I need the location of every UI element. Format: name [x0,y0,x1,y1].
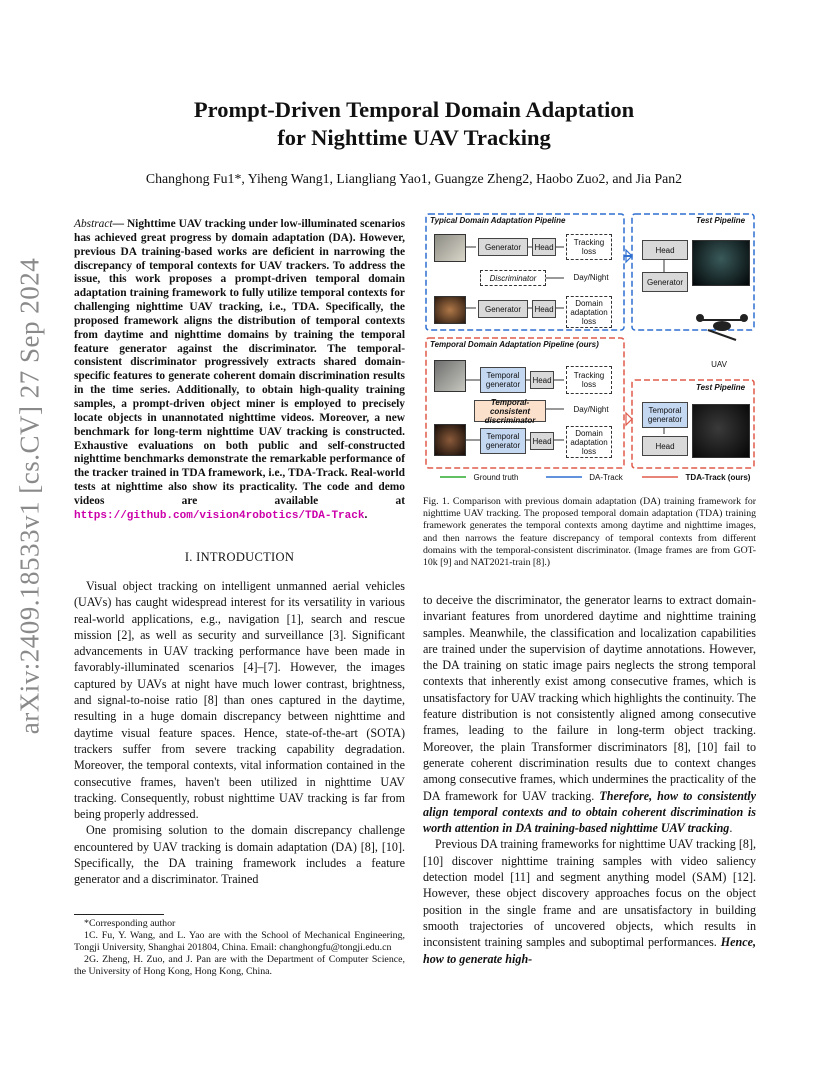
right-paragraph-2: Previous DA training frameworks for nighttime UAV tracking [8], [10] discover nighttime training samples with video saliency detection model [11] and segment anything model (SAM) [12]. However, these object discovery approaches focus on the object position in the single frame and are unsatisfactory in building smooth trajectories of uncovered objects, which results in inconsistent training samples and suboptimal performances. [423,837,756,950]
footnote-2: 2G. Zheng, H. Zuo, and J. Pan are with the Department of Computer Science, the University of Hong Kong, Hong Kong, China. [74,954,405,977]
author-list: Changhong Fu1*, Yiheng Wang1, Liangliang Yao1, Guangze Zheng2, Haobo Zuo2, and Jia Pan2 [145,171,683,186]
temporal-consistent-discriminator-box: Temporal-consistent discriminator [474,400,546,422]
code-link[interactable]: https://github.com/vision4robotics/TDA-Track [74,509,365,522]
abstract-body: — Nighttime UAV tracking under low-illuminated scenarios has achieved great progress by domain adaptation (DA). However, previous DA training-based works are deficient in narrowing the discrepancy of temporal contexts for UAV trackers. To address the issue, this work proposes a prompt-driven temporal domain adaptation training framework to fully utilize temporal contexts for challenging nighttime UAV tracking, i.e., TDA. Specifically, the proposed framework aligns the distribution of temporal contexts from daytime and nighttime domains by training the temporal feature generator against the discriminator. The temporal-consistent discriminator progressively extracts shared domain-specific features to generate coherent domain discrimination results in the time series. Additionally, to obtain high-quality training samples, a prompt-driven object miner is employed to precisely locate objects in unannotated nighttime videos. Moreover, a new benchmark for long-term nighttime UAV tracking is constructed. Exhaustive evaluations on both public and self-constructed nighttime benchmarks demonstrate the remarkable performance of the tracker trained in TDA framework, i.e., TDA-Track. Real-world tests at nighttime also show its practicality. The code and demo videos are available at [74,218,405,507]
arxiv-stamp [14,257,46,735]
temporal-generator-box-top: Temporal generator [480,367,526,393]
test-pipeline-title-top: Test Pipeline [696,216,746,225]
test-generator-box: Generator [642,272,688,292]
night-clip-thumb [434,424,466,456]
legend-ground-truth: Ground truth [473,472,519,482]
temporal-pipeline-title: Temporal Domain Adaptation Pipeline (ours) [430,340,599,349]
arxiv-id: arXiv:2409.18533v1 [cs.CV] 27 Sep 2024 [14,257,45,735]
figure-1 [424,212,757,486]
day-night-label-top: Day/Night [573,272,609,282]
domain-loss-box-top: Domain adaptation loss [566,296,612,328]
footnotes [74,918,405,978]
day-clip-thumb [434,360,466,392]
right-column-text: to deceive the discriminator, the generator learns to extract domain-invariant features from unordered daytime and nighttime training samples. Meanwhile, the classification and localization capabilities are trained under the supervision of daytime annotations. However, the DA training on static image pairs neglects the strong temporal contexts that inherently exist among consecutive frames, which is unsatisfactory for UAV tracking which highlights the continuity. The feature distribution is not consistently aligned among consecutive frames, leading to the failure in long-term object tracking. Moreover, the plain Transformer discriminators [8], [10] fail to generate coherent discrimination results due to context changes among consecutive frames, which undermines the practicality of the DA framework for UAV tracking. Therefore, how to consistently align temporal contexts and to obtain coherent discrimination is worth attention in DA training-based nighttime UAV tracking. Previous DA training frameworks for nighttime UAV tracking [8], [10] discover nighttime training samples with video saliency detection model [11] and segment anything model (SAM) [12]. However, these object discovery approaches focus on the object position in the single frame and are unsatisfactory in building smooth trajectories of uncovered objects, which results in inconsistent training samples and suboptimal performances. Hence, how to generate high- [423,593,757,966]
test-temporal-generator-box: Temporal generator [642,402,688,428]
section-heading-introduction: I. INTRODUCTION [184,550,295,564]
tracking-loss-box-top: Tracking loss [566,234,612,260]
abstract-label: Abstract [74,218,113,230]
intro-text [74,578,405,888]
test-head-box-top: Head [642,240,688,260]
title-line-2: for Nighttime UAV Tracking [277,125,551,150]
test-night-frame-bottom [692,404,750,458]
typical-pipeline-title: Typical Domain Adaptation Pipeline [430,216,566,225]
footnote-rule [74,914,164,915]
figure-1-caption: Fig. 1. Comparison with previous domain adaptation (DA) training framework for nighttime UAV tracking. The proposed temporal domain adaptation (TDA) training framework generates the temporal contexts among daytime and nighttime images, and then narrows the feature discrepancy of temporal contexts from different domains with the temporal-consistent discriminator. (Image frames are from GOT-10k [9] and NAT2021-train [8].) [423,496,756,569]
uav-label: UAV [711,359,727,369]
head-box-top: Head [532,238,556,256]
night-image-thumb [434,296,466,324]
drone-icon [697,315,747,340]
paper-title [0,96,828,152]
right-paragraph-1: to deceive the discriminator, the generator learns to extract domain-invariant features from unordered daytime and nighttime training samples. Meanwhile, the classification and localization capabilities are trained under the supervision of daytime annotations. However, the DA training on static image pairs neglects the strong temporal contexts that inherently exist among consecutive frames, which is unsatisfactory for UAV tracking which highlights the continuity. The feature distribution is not consistently aligned among consecutive frames, leading to the failure in long-term object tracking. Moreover, the plain Transformer discriminators [8], [10] fail to generate coherent discrimination results due to context changes among consecutive frames, which undermines the practicality of the DA framework for UAV tracking. [423,593,756,803]
discriminator-box: Discriminator [480,270,546,286]
head-box-temporal-bottom: Head [530,432,554,450]
day-image-thumb [434,234,466,262]
footnote-corresponding: *Corresponding author [84,918,176,929]
abstract-end: . [364,508,368,521]
temporal-generator-box-bottom: Temporal generator [480,428,526,454]
intro-paragraph-1: Visual object tracking on intelligent unmanned aerial vehicles (UAVs) has caught widespread interest for its versatility in various real-world applications, e.g., navigation [1], search and rescue mission [2], as well as security and surveillance [3]. Significant advancements in UAV tracking performance have been made in favorably-illuminated scenarios [4]–[7]. However, the images captured by UAVs at night have much lower contrast, brightness, and signal-to-noise ratio [8] than ones captured in the daytime, resulting in a huge domain discrepancy between nighttime and daytime visual feature spaces. Hence, state-of-the-art (SOTA) trackers suffer from severe tracking capability degradation. Moreover, the temporal contexts, vital information contained in the consecutive frames, haven't been utilized in nighttime UAV tracking. Consequently, robust nighttime UAV tracking is far from being properly addressed. [74,579,405,822]
head-box-temporal-top: Head [530,371,554,389]
intro-paragraph-2: One promising solution to the domain discrepancy challenge encountered by UAV tracking is domain adaptation (DA) [8], [10]. Specifically, the DA training framework includes a feature generator and a discriminator. Trained [74,823,405,887]
domain-loss-box-temporal: Domain adaptation loss [566,426,612,458]
right-paragraph-2-emphasis: Hence, how to generate high- [423,935,756,966]
right-paragraph-1-emphasis: Therefore, how to consistently align temporal contexts and to obtain coherent discrimination is worth attention in DA training-based nighttime UAV tracking [423,788,757,836]
legend-da-track: DA-Track [589,472,623,482]
tracking-loss-box-temporal: Tracking loss [566,366,612,394]
day-night-label-temporal: Day/Night [573,404,609,414]
test-night-frame-top [692,240,750,286]
generator-box-top: Generator [478,238,528,256]
title-line-1: Prompt-Driven Temporal Domain Adaptation [193,97,635,122]
abstract [74,218,405,524]
generator-box-bottom: Generator [478,300,528,318]
legend-tda-track: TDA-Track (ours) [685,472,751,482]
footnote-1: 1C. Fu, Y. Wang, and L. Yao are with the School of Mechanical Engineering, Tongji University, Shanghai 201804, China. Email: changhongfu@tongji.edu.cn [74,930,405,953]
test-pipeline-title-bottom: Test Pipeline [696,383,746,392]
head-box-bottom: Head [532,300,556,318]
test-head-box-bottom: Head [642,436,688,456]
